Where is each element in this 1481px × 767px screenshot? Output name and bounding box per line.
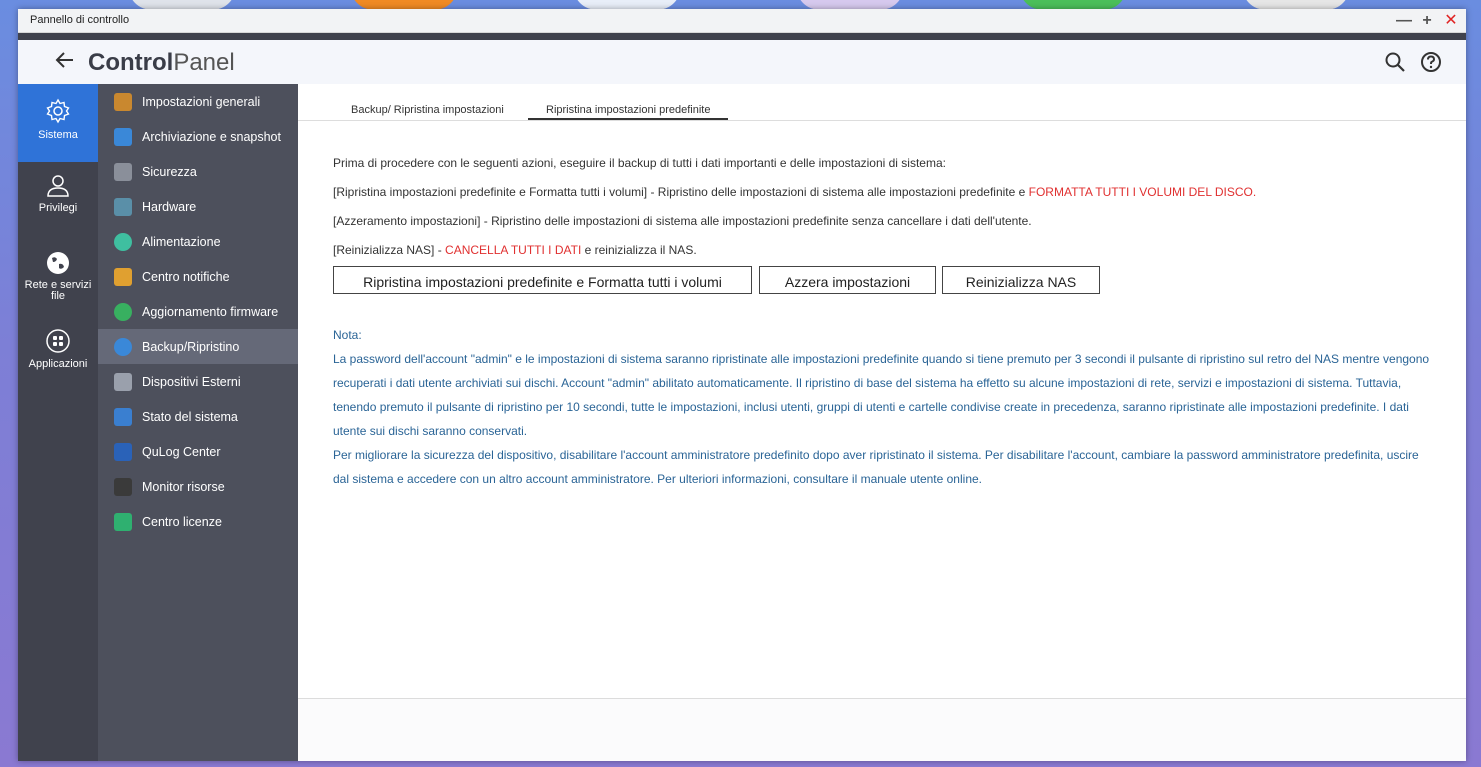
note-paragraph: Per migliorare la sicurezza del dispositivo, disabilitare l'account amministratore predefinito dopo aver ripristinato il sistema. Per disabilitare l'account, cambiare la password amministratore predefinita, uscire dal sistema e accedere con un altro account amministratore. Per ulteriori informazioni, consultare il manuale utente online. <box>333 448 1419 486</box>
note-title: Nota: <box>333 328 362 342</box>
sidebar-item-monitor-risorse[interactable] <box>98 469 298 504</box>
nav-item-sistema[interactable] <box>18 84 98 162</box>
tab-backup-ripristina[interactable]: Backup/ Ripristina impostazioni <box>351 104 504 116</box>
back-arrow-icon[interactable] <box>54 49 76 71</box>
window-titlebar[interactable] <box>18 9 1466 33</box>
sidebar-item-backup-ripristino[interactable] <box>98 329 298 364</box>
sidebar-item-label: Dispositivi Esterni <box>142 374 241 389</box>
app-header <box>18 40 1466 84</box>
nav-label: Privilegi <box>38 202 78 214</box>
sidebar-item-stato-sistema[interactable] <box>98 399 298 434</box>
globe-icon <box>45 250 71 276</box>
sidebar-item-centro-notifiche[interactable] <box>98 259 298 294</box>
sidebar-item-aggiornamento-firmware[interactable] <box>98 294 298 329</box>
notification-icon <box>114 268 132 286</box>
warning-text: FORMATTA TUTTI I VOLUMI DEL DISCO <box>1028 185 1253 199</box>
user-icon <box>45 172 71 198</box>
main-content <box>298 84 1466 761</box>
reset-settings-button[interactable]: Azzera impostazioni <box>759 266 936 294</box>
system-status-icon <box>114 408 132 426</box>
footer-bar <box>298 698 1466 761</box>
sidebar-item-label: Centro licenze <box>142 514 222 529</box>
sidebar-item-label: Hardware <box>142 199 197 214</box>
window-controls <box>1396 9 1458 32</box>
apps-icon <box>45 328 71 354</box>
external-device-icon <box>114 373 132 391</box>
sidebar-item-impostazioni-generali[interactable] <box>98 84 298 119</box>
general-settings-icon <box>114 93 132 111</box>
sidebar-item-archiviazione[interactable] <box>98 119 298 154</box>
sidebar-item-centro-licenze[interactable] <box>98 504 298 539</box>
sidebar-item-label: Alimentazione <box>142 234 221 249</box>
sidebar-item-qulog-center[interactable] <box>98 434 298 469</box>
sidebar-item-label: Archiviazione e snapshot <box>142 129 281 144</box>
app-title-bold: Control <box>88 49 174 76</box>
reset-format-description <box>333 185 1256 199</box>
firmware-icon <box>114 303 132 321</box>
warning-text: . <box>1252 185 1257 199</box>
resource-monitor-icon <box>114 478 132 496</box>
qulog-icon <box>114 443 132 461</box>
sidebar-item-sicurezza[interactable] <box>98 154 298 189</box>
note-paragraph: La password dell'account "admin" e le impostazioni di sistema saranno ripristinate alle impostazioni predefinite quando si tiene premuto per 3 secondi il pulsante di ripristino sul retro del NAS mentre vengono recuperati i dati utente archiviati sui dischi. Account "admin" abilitato automaticamente. Il ripristino di base del sistema ha effetto su alcune impostazioni di rete, servizi e impostazioni di sistema. Tuttavia, tenendo premuto il pulsante di ripristino per 10 secondi, tutte le impostazioni, inclusi utenti, gruppi di utenti e cartelle condivise create in precedenza, saranno ripristinate alle impostazioni predefinite. I dati utente sui dischi saranno conservati. <box>333 352 1430 438</box>
app-title-light: Panel <box>173 49 235 76</box>
description-text: [Reinizializza NAS] - <box>333 243 446 257</box>
power-icon <box>114 233 132 251</box>
backup-icon <box>114 338 132 356</box>
description-text: e reinizializza il NAS. <box>581 243 697 257</box>
tab-ripristina-predefinite[interactable]: Ripristina impostazioni predefinite <box>528 104 728 120</box>
sidebar-item-dispositivi-esterni[interactable] <box>98 364 298 399</box>
sidebar-item-hardware[interactable] <box>98 189 298 224</box>
nav-label: file <box>50 290 66 302</box>
gear-icon <box>44 97 72 125</box>
sub-nav <box>98 84 298 761</box>
nav-label: Sistema <box>38 129 78 141</box>
sidebar-item-label: Impostazioni generali <box>142 94 261 109</box>
reinit-description <box>333 243 697 257</box>
storage-icon <box>114 128 132 146</box>
app-title <box>88 49 235 77</box>
lock-icon <box>114 163 132 181</box>
reinitialize-nas-button[interactable]: Reinizializza NAS <box>942 266 1100 294</box>
maximize-button[interactable]: + <box>1422 11 1432 29</box>
header-strip <box>18 33 1466 40</box>
nav-item-rete[interactable] <box>18 250 98 320</box>
search-icon[interactable] <box>1384 51 1406 73</box>
reset-settings-description: [Azzeramento impostazioni] - Ripristino delle impostazioni di sistema alle impostazioni predefinite senza cancellare i dati dell'utente. <box>333 214 1032 228</box>
minimize-button[interactable]: — <box>1396 11 1412 29</box>
license-icon <box>114 513 132 531</box>
sidebar-item-label: Aggiornamento firmware <box>142 304 279 319</box>
window-title: Pannello di controllo <box>30 14 130 26</box>
hardware-icon <box>114 198 132 216</box>
sidebar-item-label: Monitor risorse <box>142 479 225 494</box>
sidebar-item-label: Sicurezza <box>142 164 197 179</box>
control-panel-window <box>18 9 1466 761</box>
nav-item-applicazioni[interactable] <box>18 328 98 388</box>
sidebar-item-label: Centro notifiche <box>142 269 230 284</box>
help-icon[interactable] <box>1420 51 1442 73</box>
sidebar-item-alimentazione[interactable] <box>98 224 298 259</box>
sidebar-item-label: Backup/Ripristino <box>142 339 240 354</box>
nav-item-privilegi[interactable] <box>18 172 98 232</box>
warning-text: CANCELLA TUTTI I DATI <box>445 243 582 257</box>
description-text: [Ripristina impostazioni predefinite e Formatta tutti i volumi] - Ripristino delle impostazioni di sistema alle impostazioni predefinite e <box>333 185 1029 199</box>
tab-bar <box>298 84 1466 121</box>
nav-label: Rete e servizi <box>24 279 92 291</box>
sidebar-item-label: QuLog Center <box>142 444 221 459</box>
intro-text: Prima di procedere con le seguenti azioni, eseguire il backup di tutti i dati importanti e delle impostazioni di sistema: <box>333 156 946 170</box>
close-button[interactable]: ✕ <box>1444 11 1458 29</box>
reset-and-format-button[interactable]: Ripristina impostazioni predefinite e Formatta tutti i volumi <box>333 266 752 294</box>
nav-label: Applicazioni <box>28 358 88 370</box>
note-section <box>333 323 1433 491</box>
main-nav <box>18 84 98 761</box>
sidebar-item-label: Stato del sistema <box>142 409 238 424</box>
